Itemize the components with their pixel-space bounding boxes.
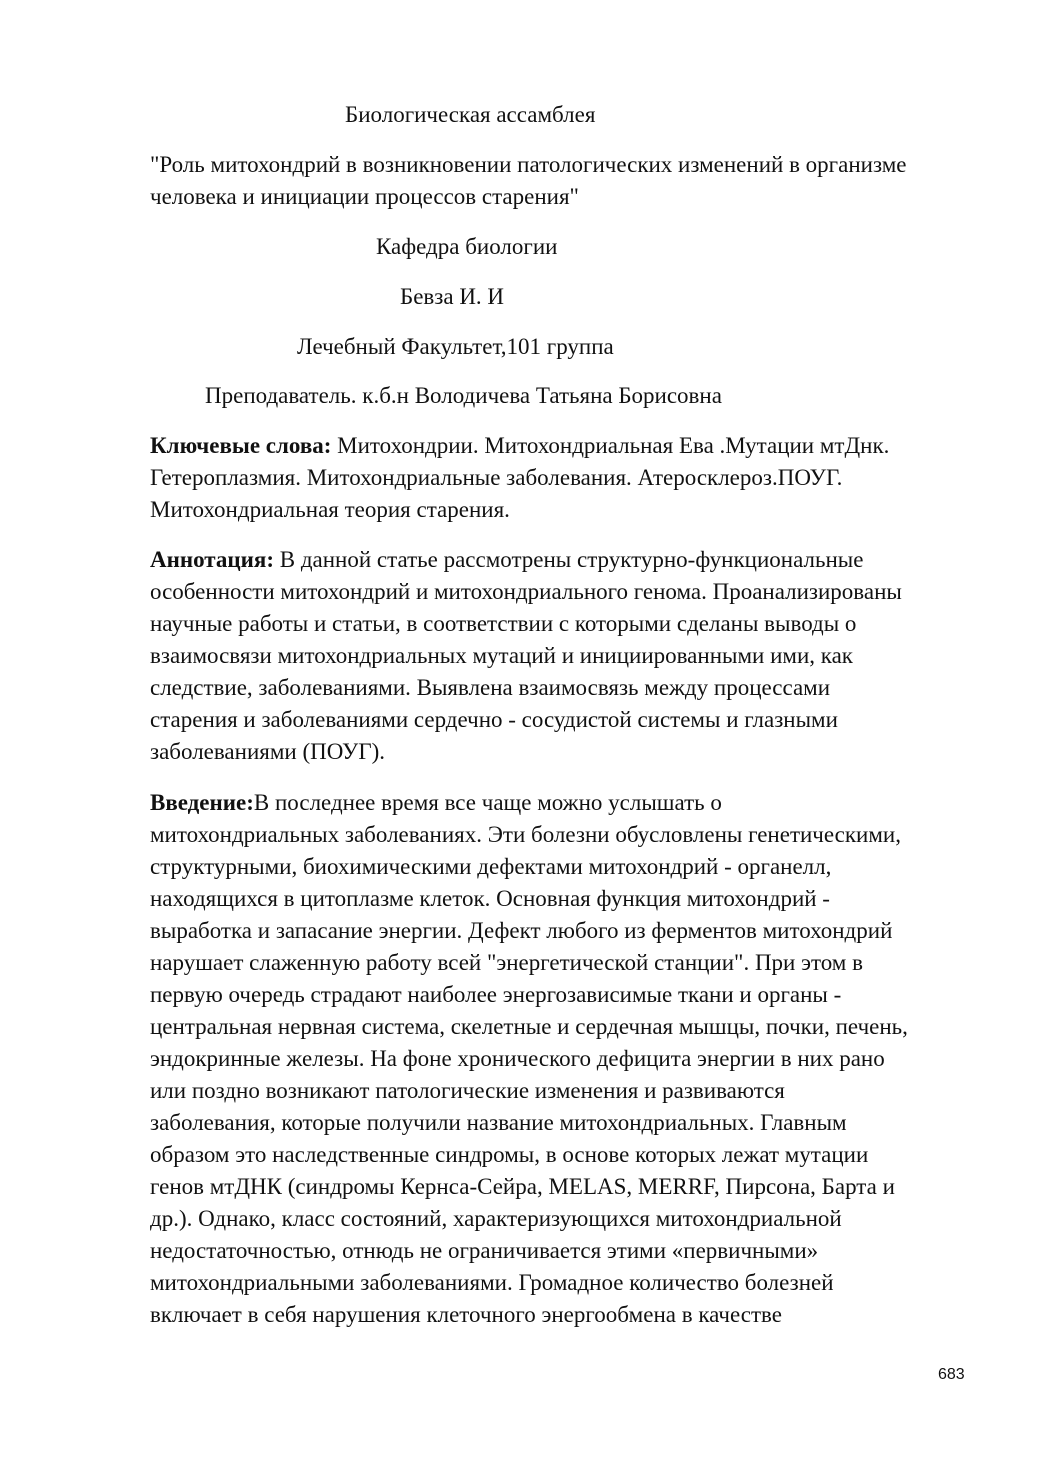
abstract-line: особенности митохондрий и митохондриального генома. Проанализированы: [150, 579, 902, 604]
teacher: Преподаватель. к.б.н Володичева Татьяна Борисовна: [205, 383, 722, 408]
intro-line: или поздно возникают патологические изменения и развиваются: [150, 1078, 785, 1103]
abstract-line: научные работы и статьи, в соответствии с которыми сделаны выводы о: [150, 611, 857, 636]
keywords-label: Ключевые слова:: [150, 433, 332, 458]
keywords-line: Митохондриальная теория старения.: [150, 497, 510, 522]
keywords-text: Митохондрии. Митохондриальная Ева .Мутации мтДнк.: [331, 433, 890, 458]
assembly-heading: Биологическая ассамблея: [345, 102, 596, 127]
paper-title-line: "Роль митохондрий в возникновении патологических изменений в организме: [150, 152, 907, 177]
author: Бевза И. И: [400, 284, 505, 309]
abstract-text: В данной статье рассмотрены структурно-функциональные: [274, 547, 864, 572]
paper-title-line: человека и инициации процессов старения": [150, 184, 579, 209]
intro-line: центральная нервная система, скелетные и сердечная мышцы, почки, печень,: [150, 1014, 908, 1039]
abstract-line: следствие, заболеваниями. Выявлена взаимосвязь между процессами: [150, 675, 831, 700]
intro-line: митохондриальных заболеваниях. Эти болезни обусловлены генетическими,: [150, 822, 901, 847]
intro-line: включает в себя нарушения клеточного энергообмена в качестве: [150, 1302, 782, 1327]
keywords-line: Гетероплазмия. Митохондриальные заболевания. Атеросклероз.ПОУГ.: [150, 465, 843, 490]
intro-line: др.). Однако, класс состояний, характеризующихся митохондриальной: [150, 1206, 842, 1231]
intro-line: первую очередь страдают наиболее энергозависимые ткани и органы -: [150, 982, 842, 1007]
page-number: 683: [938, 1366, 965, 1383]
department: Кафедра биологии: [376, 234, 558, 259]
keywords-line: [150, 431, 889, 461]
intro-line: выработка и запасание энергии. Дефект любого из ферментов митохондрий: [150, 918, 893, 943]
intro-line: митохондриальными заболеваниями. Громадное количество болезней: [150, 1270, 834, 1295]
intro-line: заболевания, которые получили название митохондриальных. Главным: [150, 1110, 847, 1135]
intro-line: структурными, биохимическими дефектами митохондрий - органелл,: [150, 854, 832, 879]
intro-line: генов мтДНК (синдромы Кернса-Сейра, MELAS, MERRF, Пирсона, Барта и: [150, 1174, 895, 1199]
abstract-line: заболеваниями (ПОУГ).: [150, 739, 386, 764]
intro-text: В последнее время все чаще можно услышать о: [253, 790, 722, 815]
intro-line: образом это наследственные синдромы, в основе которых лежат мутации: [150, 1142, 869, 1167]
abstract-line: старения и заболеваниями сердечно - сосудистой системы и глазными: [150, 707, 838, 732]
intro-line: находящихся в цитоплазме клеток. Основная функция митохондрий -: [150, 886, 830, 911]
intro-line: [150, 788, 722, 818]
faculty: Лечебный Факультет,101 группа: [297, 334, 614, 359]
intro-line: нарушает слаженную работу всей "энергетической станции". При этом в: [150, 950, 863, 975]
intro-label: Введение:: [150, 790, 254, 815]
abstract-line: [150, 545, 863, 575]
abstract-line: взаимосвязи митохондриальных мутаций и инициированными ими, как: [150, 643, 853, 668]
abstract-label: Аннотация:: [150, 547, 274, 572]
intro-line: недостаточностью, отнюдь не ограничивается этими «первичными»: [150, 1238, 819, 1263]
intro-line: эндокринные железы. На фоне хронического дефицита энергии в них рано: [150, 1046, 885, 1071]
